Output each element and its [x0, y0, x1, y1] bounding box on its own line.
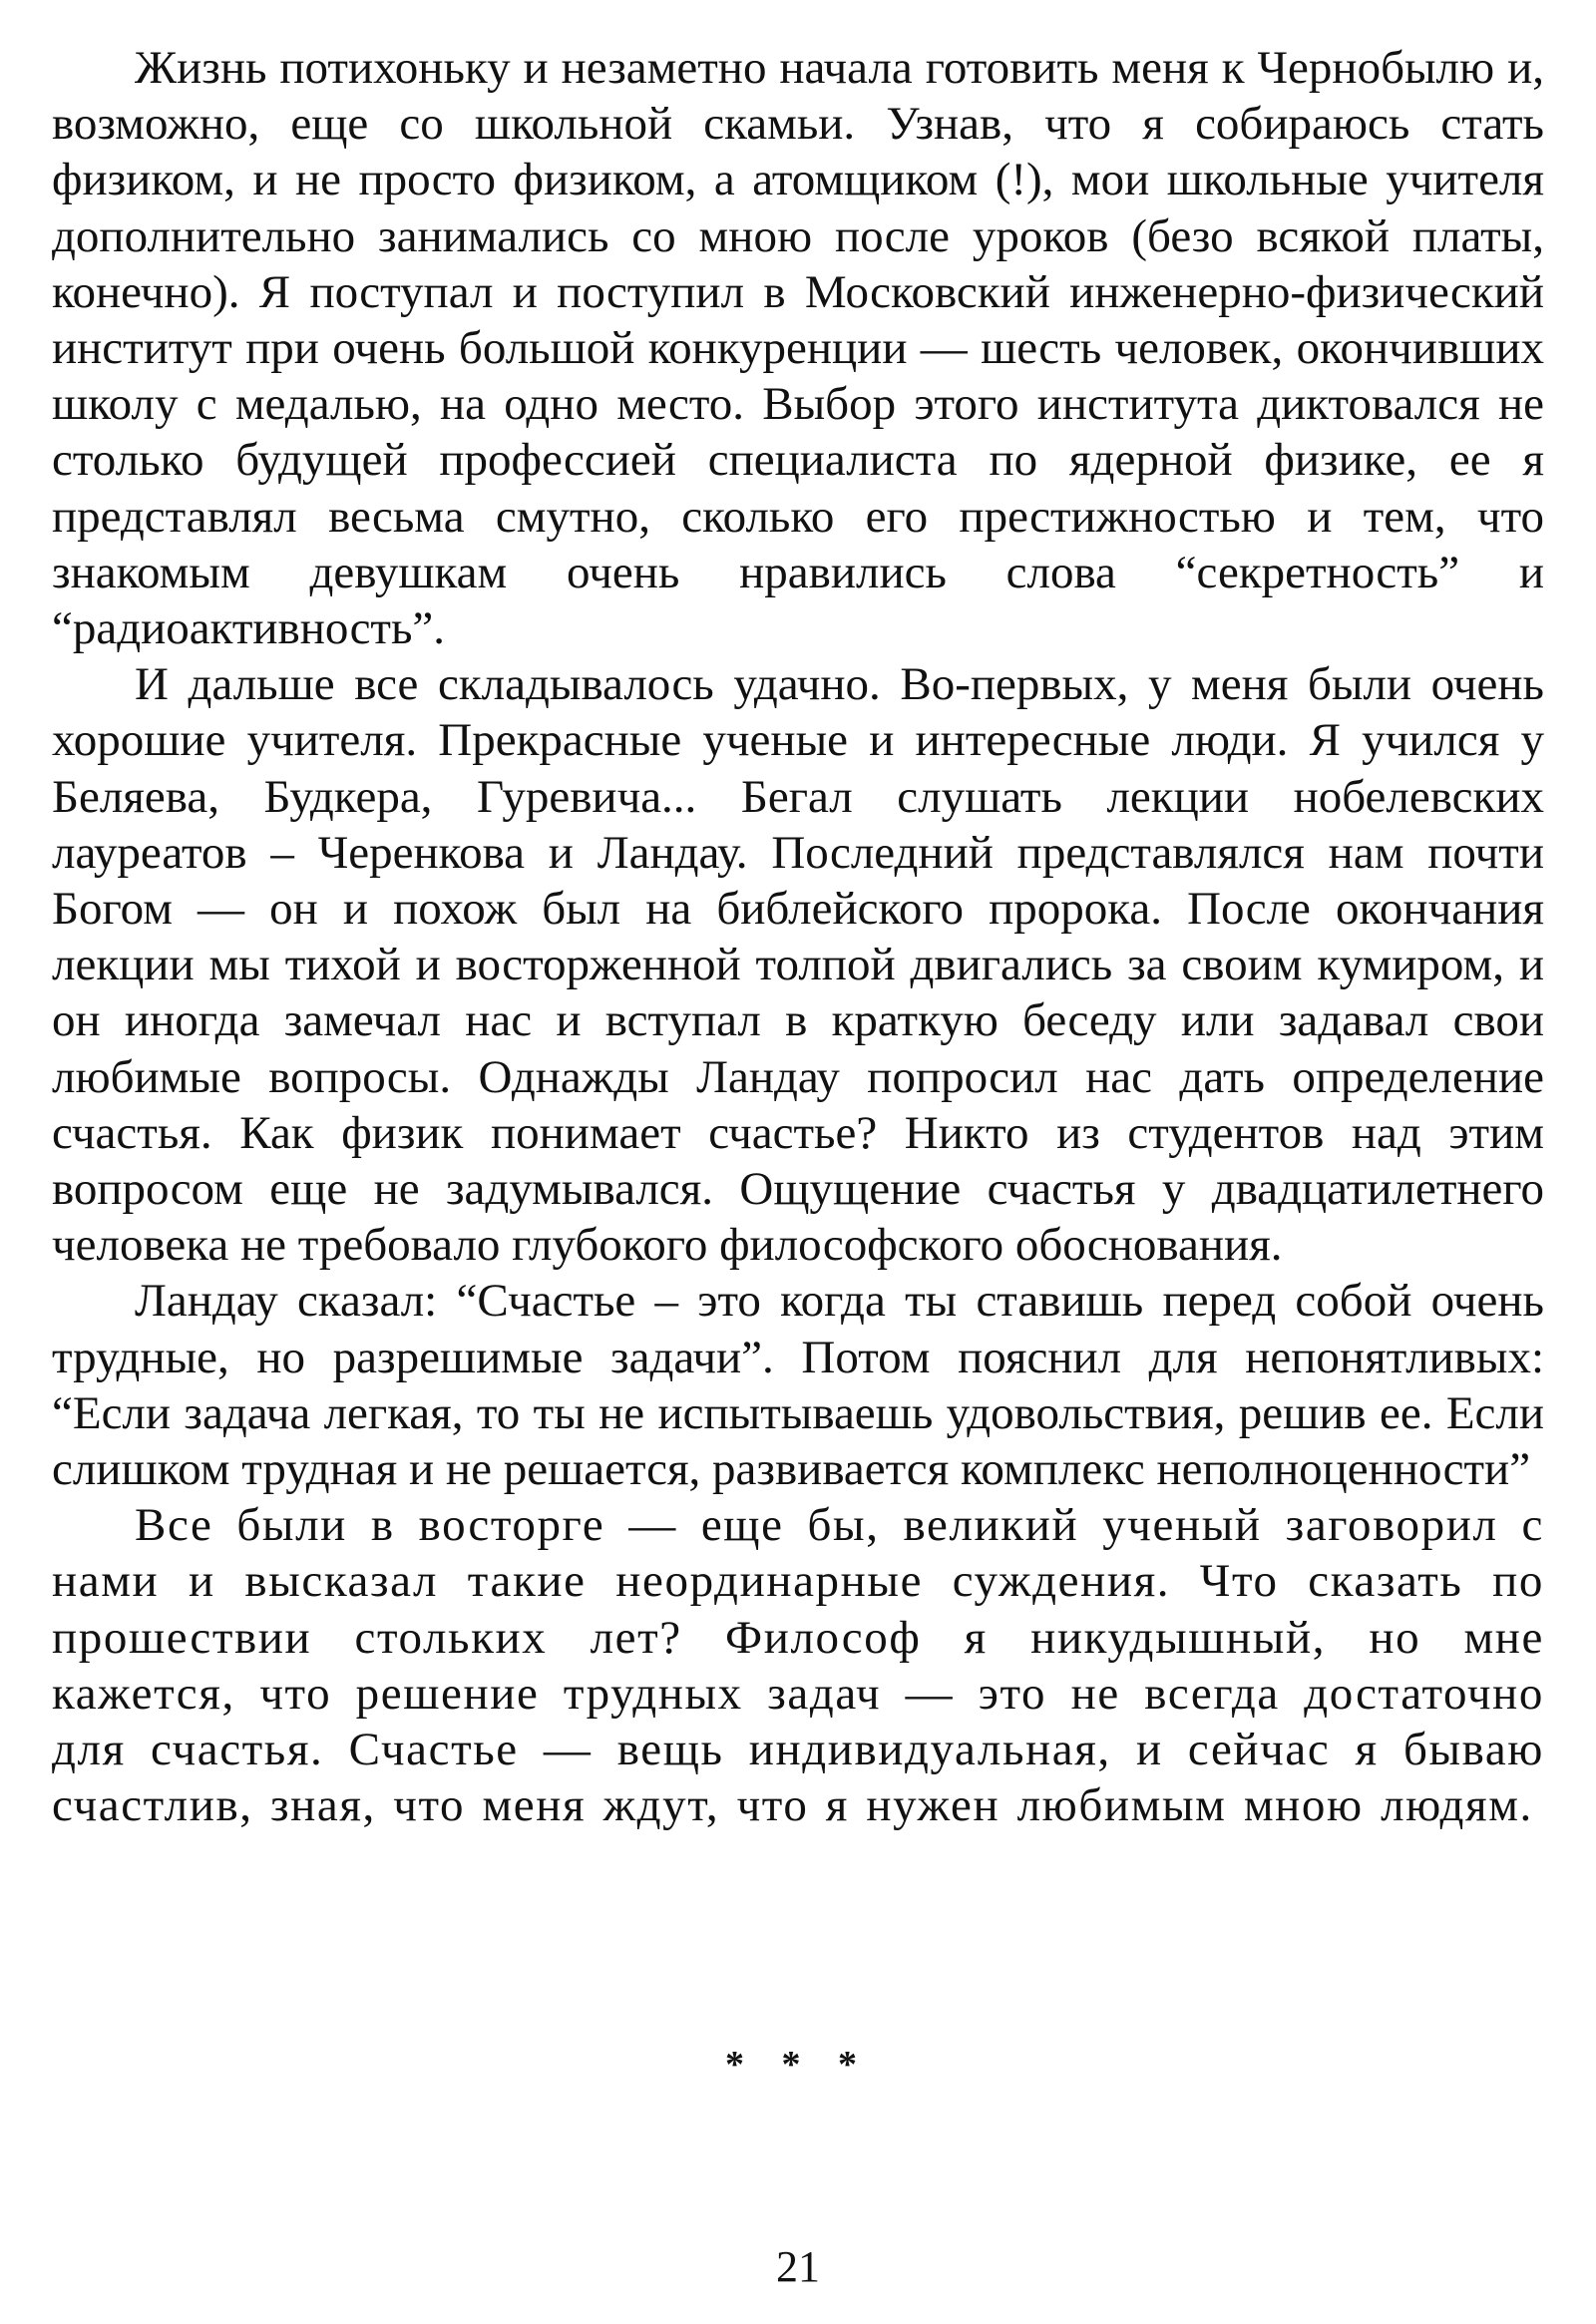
paragraph-2: И дальше все складывалось удачно. Во-первых, у меня были очень хорошие учителя. Прекрасные ученые и интересные люди. Я учился у Беляева, Будкера, Гуревича... Бегал слушать лекции нобелевских лауреатов – Черенкова и Ландау. Последний представлялся нам почти Богом — он и похож был на библейского пророка. После окончания лекции мы тихой и восторженной толпой двигались за своим кумиром, и он иногда замечал нас и вступал в краткую беседу или задавал свои любимые вопросы. Однажды Ландау попросил нас дать определение счастья. Как физик понимает счастье? Никто из студентов над этим вопросом еще не задумывался. Ощущение счастья у двадцатилетнего человека не требовало глубокого философского обоснования.	[52, 658, 1544, 1272]
paragraph-3: Ландау сказал: “Счастье – это когда ты ставишь перед собой очень трудные, но разрешимые задачи”. Потом пояснил для непонятливых: “Если задача легкая, то ты не испытываешь удовольствия, решив ее. Если слишком трудная и не решается, развивается комплекс неполноценности”	[52, 1275, 1544, 1496]
paragraph-1: Жизнь потихоньку и незаметно начала готовить меня к Чернобылю и, возможно, еще со школьной скамьи. Узнав, что я собираюсь стать физиком, и не просто физиком, а атомщиком (!), мои школьные учителя дополнительно занимались со мною после уроков (безо всякой платы, конечно). Я поступал и поступил в Московский инженерно-физический институт при очень большой конкуренции — шесть человек, окончивших школу с медалью, на одно место. Выбор этого института диктовался не столько будущей профессией специалиста по ядерной физике, ее я представлял весьма смутно, сколько его престижностью и тем, что знакомым девушкам очень нравились слова “секретность” и “радиоактивность”.	[52, 42, 1544, 655]
page-number: 21	[776, 2242, 820, 2291]
paragraph-4: Все были в восторге — еще бы, великий ученый заговорил с нами и высказал такие неординарные суждения. Что сказать по прошествии стольких лет? Философ я никудышный, но мне кажется, что решение трудных задач — это не всегда достаточно для счастья. Счастье — вещь индивидуальная, и сейчас я бываю счастлив, зная, что меня ждут, что я нужен любимым мною людям.	[52, 1499, 1544, 1832]
body-text	[52, 40, 1544, 1834]
section-separator: * * *	[725, 2044, 871, 2086]
